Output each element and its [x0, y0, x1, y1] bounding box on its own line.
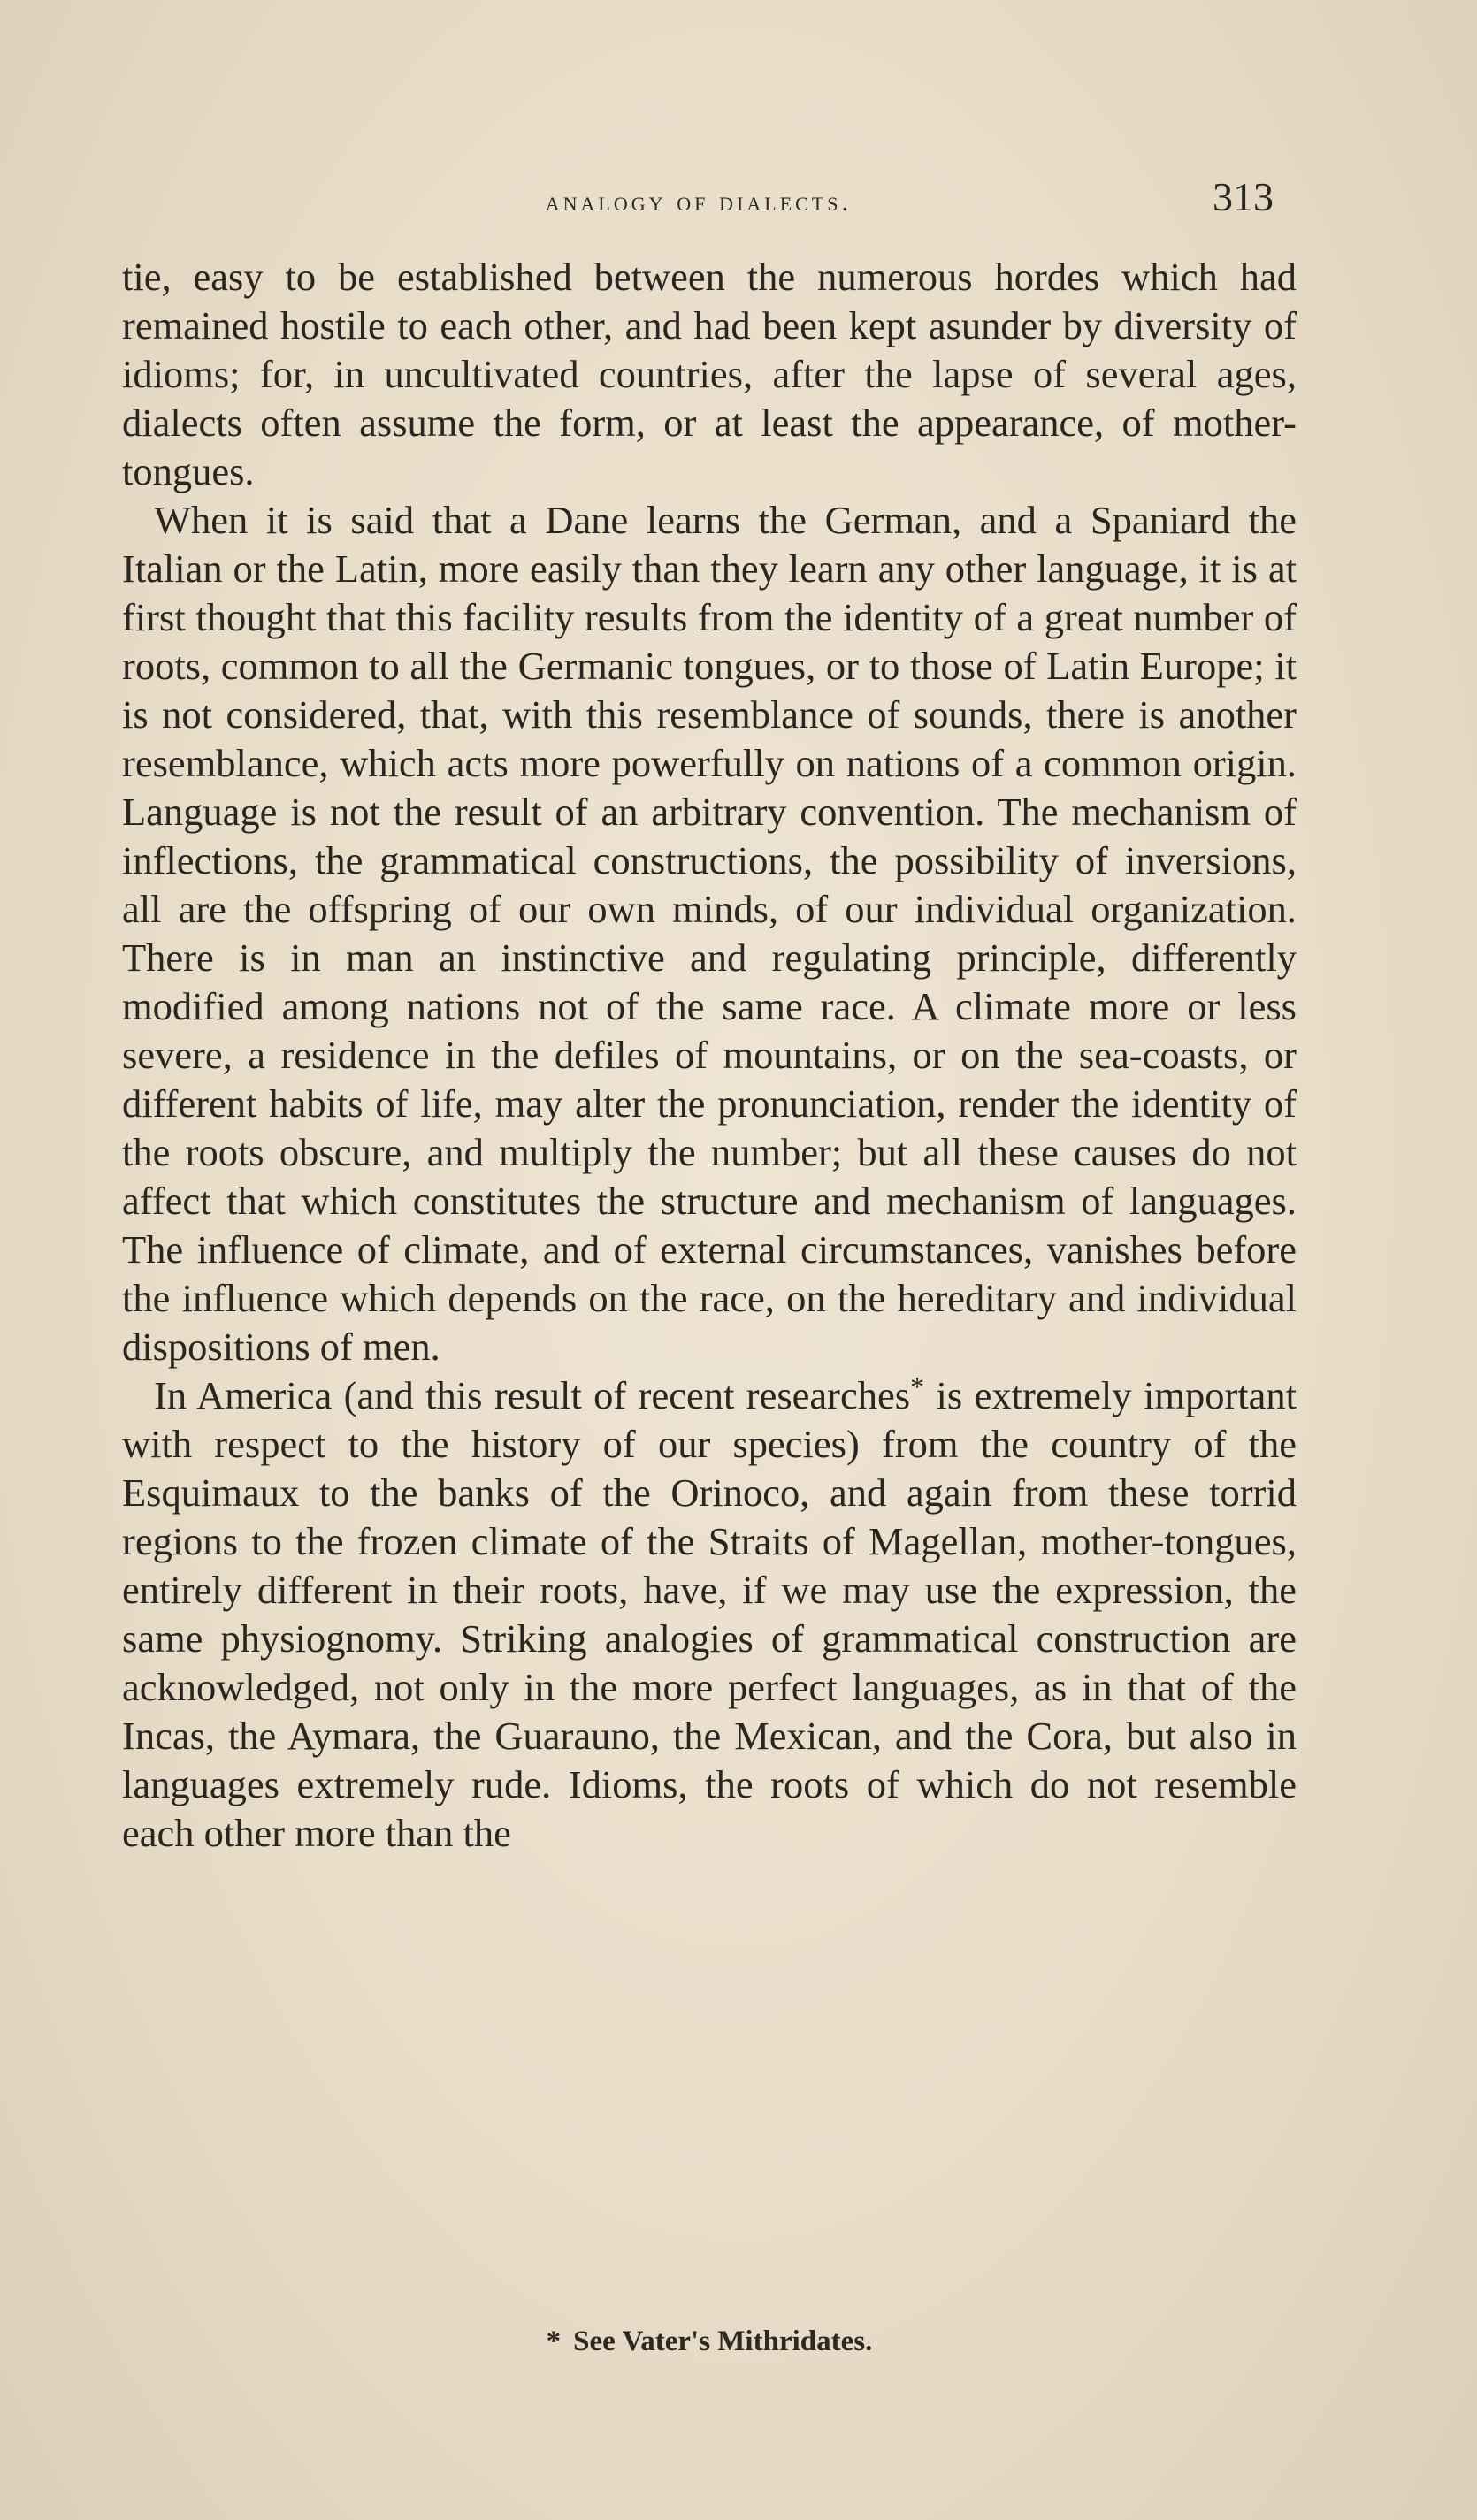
footnote: [122, 2325, 1297, 2358]
footnote-text: See Vater's Mithridates.: [573, 2325, 873, 2357]
paragraph-3-start: In America (and this result of recent researches: [154, 1373, 911, 1417]
paragraph-3: [122, 1371, 1297, 1858]
running-head: [124, 173, 1274, 226]
running-title: analogy of dialects.: [545, 186, 853, 217]
footnote-reference-marker: *: [910, 1371, 925, 1402]
paragraph-1: tie, easy to be established between the numerous hordes which had remained hostile to each other, and had been kept asunder by diversity of idioms; for, in uncultivated countries, after the lapse of several ages, dialects often assume the form, or at least the appearance, of mother-tongues.: [122, 255, 1297, 493]
footnote-marker: *: [546, 2325, 562, 2357]
paragraph-3-rest: is extremely important with respect to the history of our species) from the country of the Esquimaux to the banks of the Orinoco, and again from these torrid regions to the frozen climate of the Straits of Magellan, mother-tongues, entirely different in their roots, have, if we may use the expression, the same physiognomy. Striking analogies of grammatical construction are acknowledged, not only in the more perfect languages, as in that of the Incas, the Aymara, the Guarauno, the Mexican, and the Cora, but also in languages extremely rude. Idioms, the roots of which do not resemble each other more than the: [122, 1373, 1297, 1855]
body-text: [122, 253, 1297, 1858]
page-number: 313: [1213, 174, 1274, 219]
paragraph-2: When it is said that a Dane learns the German, and a Spaniard the Italian or the Latin, more easily than they learn any other language, it is at first thought that this facility results from the identity of a great number of roots, common to all the Germanic tongues, or to those of Latin Europe; it is not considered, that, with this resemblance of sounds, there is another resemblance, which acts more powerfully on nations of a common origin. Language is not the result of an arbitrary convention. The mechanism of inflections, the grammatical constructions, the possibility of inversions, all are the offspring of our own minds, of our individual organization. There is in man an instinctive and regulating principle, differently modified among nations not of the same race. A climate more or less severe, a residence in the defiles of mountains, or on the sea-coasts, or different habits of life, may alter the pronunciation, render the identity of the roots obscure, and multiply the number; but all these causes do not affect that which constitutes the structure and mechanism of languages. The influence of climate, and of external circumstances, vanishes before the influence which depends on the race, on the hereditary and individual dispositions of men.: [122, 498, 1297, 1369]
